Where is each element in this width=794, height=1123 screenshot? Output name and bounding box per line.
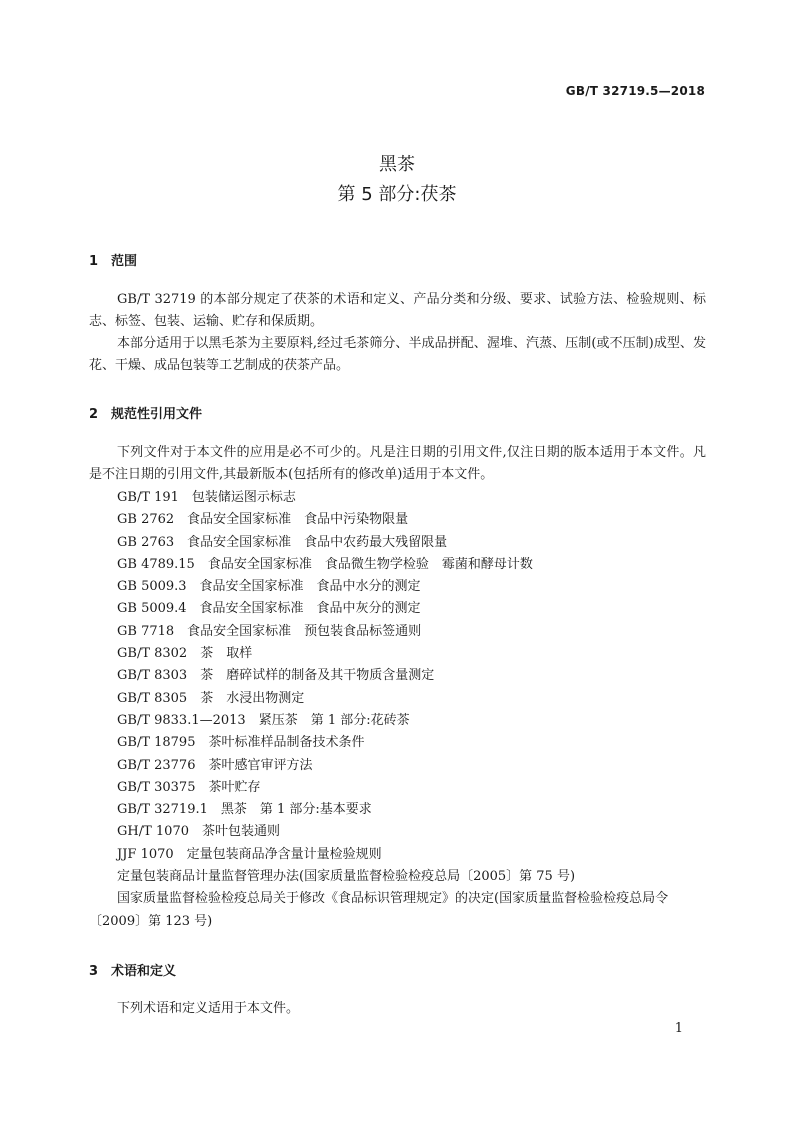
reference-item: GB 7718 食品安全国家标准 预包装食品标签通则 <box>117 623 422 639</box>
section-1-heading <box>89 250 137 269</box>
reference-item: GB/T 8305 茶 水浸出物测定 <box>117 690 305 706</box>
reference-item: GB/T 191 包装储运图示标志 <box>117 490 296 505</box>
section-1-paragraph-2: 本部分适用于以黑毛茶为主要原料,经过毛茶筛分、半成品拼配、渥堆、汽蒸、压制(或不压制)成型、发花、干燥、成品包装等工艺制成的茯茶产品。 <box>89 336 706 374</box>
reference-item: JJF 1070 定量包装商品净含量计量检验规则 <box>117 846 382 862</box>
reference-item: GB 2762 食品安全国家标准 食品中污染物限量 <box>117 512 409 528</box>
reference-item: GB 2763 食品安全国家标准 食品中农药最大残留限量 <box>117 534 448 550</box>
reference-item: GB 5009.4 食品安全国家标准 食品中灰分的测定 <box>117 601 421 617</box>
reference-item: GB/T 9833.1—2013 紧压茶 第 1 部分:花砖茶 <box>117 712 410 728</box>
reference-item: GB/T 30375 茶叶贮存 <box>117 779 261 795</box>
section-number: 2 <box>89 407 99 422</box>
section-2-heading <box>89 403 202 422</box>
section-2-intro: 下列文件对于本文件的应用是必不可少的。凡是注日期的引用文件,仅注日期的版本适用于本文件。凡是不注日期的引用文件,其最新版本(包括所有的修改单)适用于本文件。 <box>89 445 706 483</box>
title-line-1: 黑茶 <box>379 154 415 175</box>
section-number: 1 <box>89 254 99 269</box>
section-number: 3 <box>89 964 99 979</box>
reference-item: GB/T 32719.1 黑茶 第 1 部分:基本要求 <box>117 802 372 818</box>
reference-item: 定量包装商品计量监督管理办法(国家质量监督检验检疫总局〔2005〕第 75 号) <box>117 869 576 885</box>
normative-reference-list <box>89 487 706 933</box>
section-title: 范围 <box>111 254 138 269</box>
reference-item: GB/T 23776 茶叶感官审评方法 <box>117 757 313 773</box>
page-number: 1 <box>674 1021 683 1036</box>
section-title: 术语和定义 <box>111 964 177 979</box>
section-1-paragraph-1: GB/T 32719 的本部分规定了茯茶的术语和定义、产品分类和分级、要求、试验方法、检验规则、标志、标签、包装、运输、贮存和保质期。 <box>89 292 706 330</box>
reference-item: GB 5009.3 食品安全国家标准 食品中水分的测定 <box>117 579 421 595</box>
section-title: 规范性引用文件 <box>111 407 203 422</box>
reference-item: GB/T 8303 茶 磨碎试样的制备及其干物质含量测定 <box>117 668 435 684</box>
reference-item: GB 4789.15 食品安全国家标准 食品微生物学检验 霉菌和酵母计数 <box>117 556 533 572</box>
section-3-intro: 下列术语和定义适用于本文件。 <box>117 1001 300 1016</box>
title-line-2: 第 5 部分:茯茶 <box>337 184 457 205</box>
reference-item: 国家质量监督检验检疫总局关于修改《食品标识管理规定》的决定(国家质量监督检验检疫总局令〔2009〕第 123 号) <box>89 891 669 929</box>
reference-item: GH/T 1070 茶叶包装通则 <box>117 824 280 840</box>
reference-item: GB/T 8302 茶 取样 <box>117 646 253 662</box>
section-3-heading <box>89 960 176 979</box>
document-title <box>0 152 794 208</box>
standard-code: GB/T 32719.5—2018 <box>565 84 705 98</box>
reference-item: GB/T 18795 茶叶标准样品制备技术条件 <box>117 735 365 751</box>
